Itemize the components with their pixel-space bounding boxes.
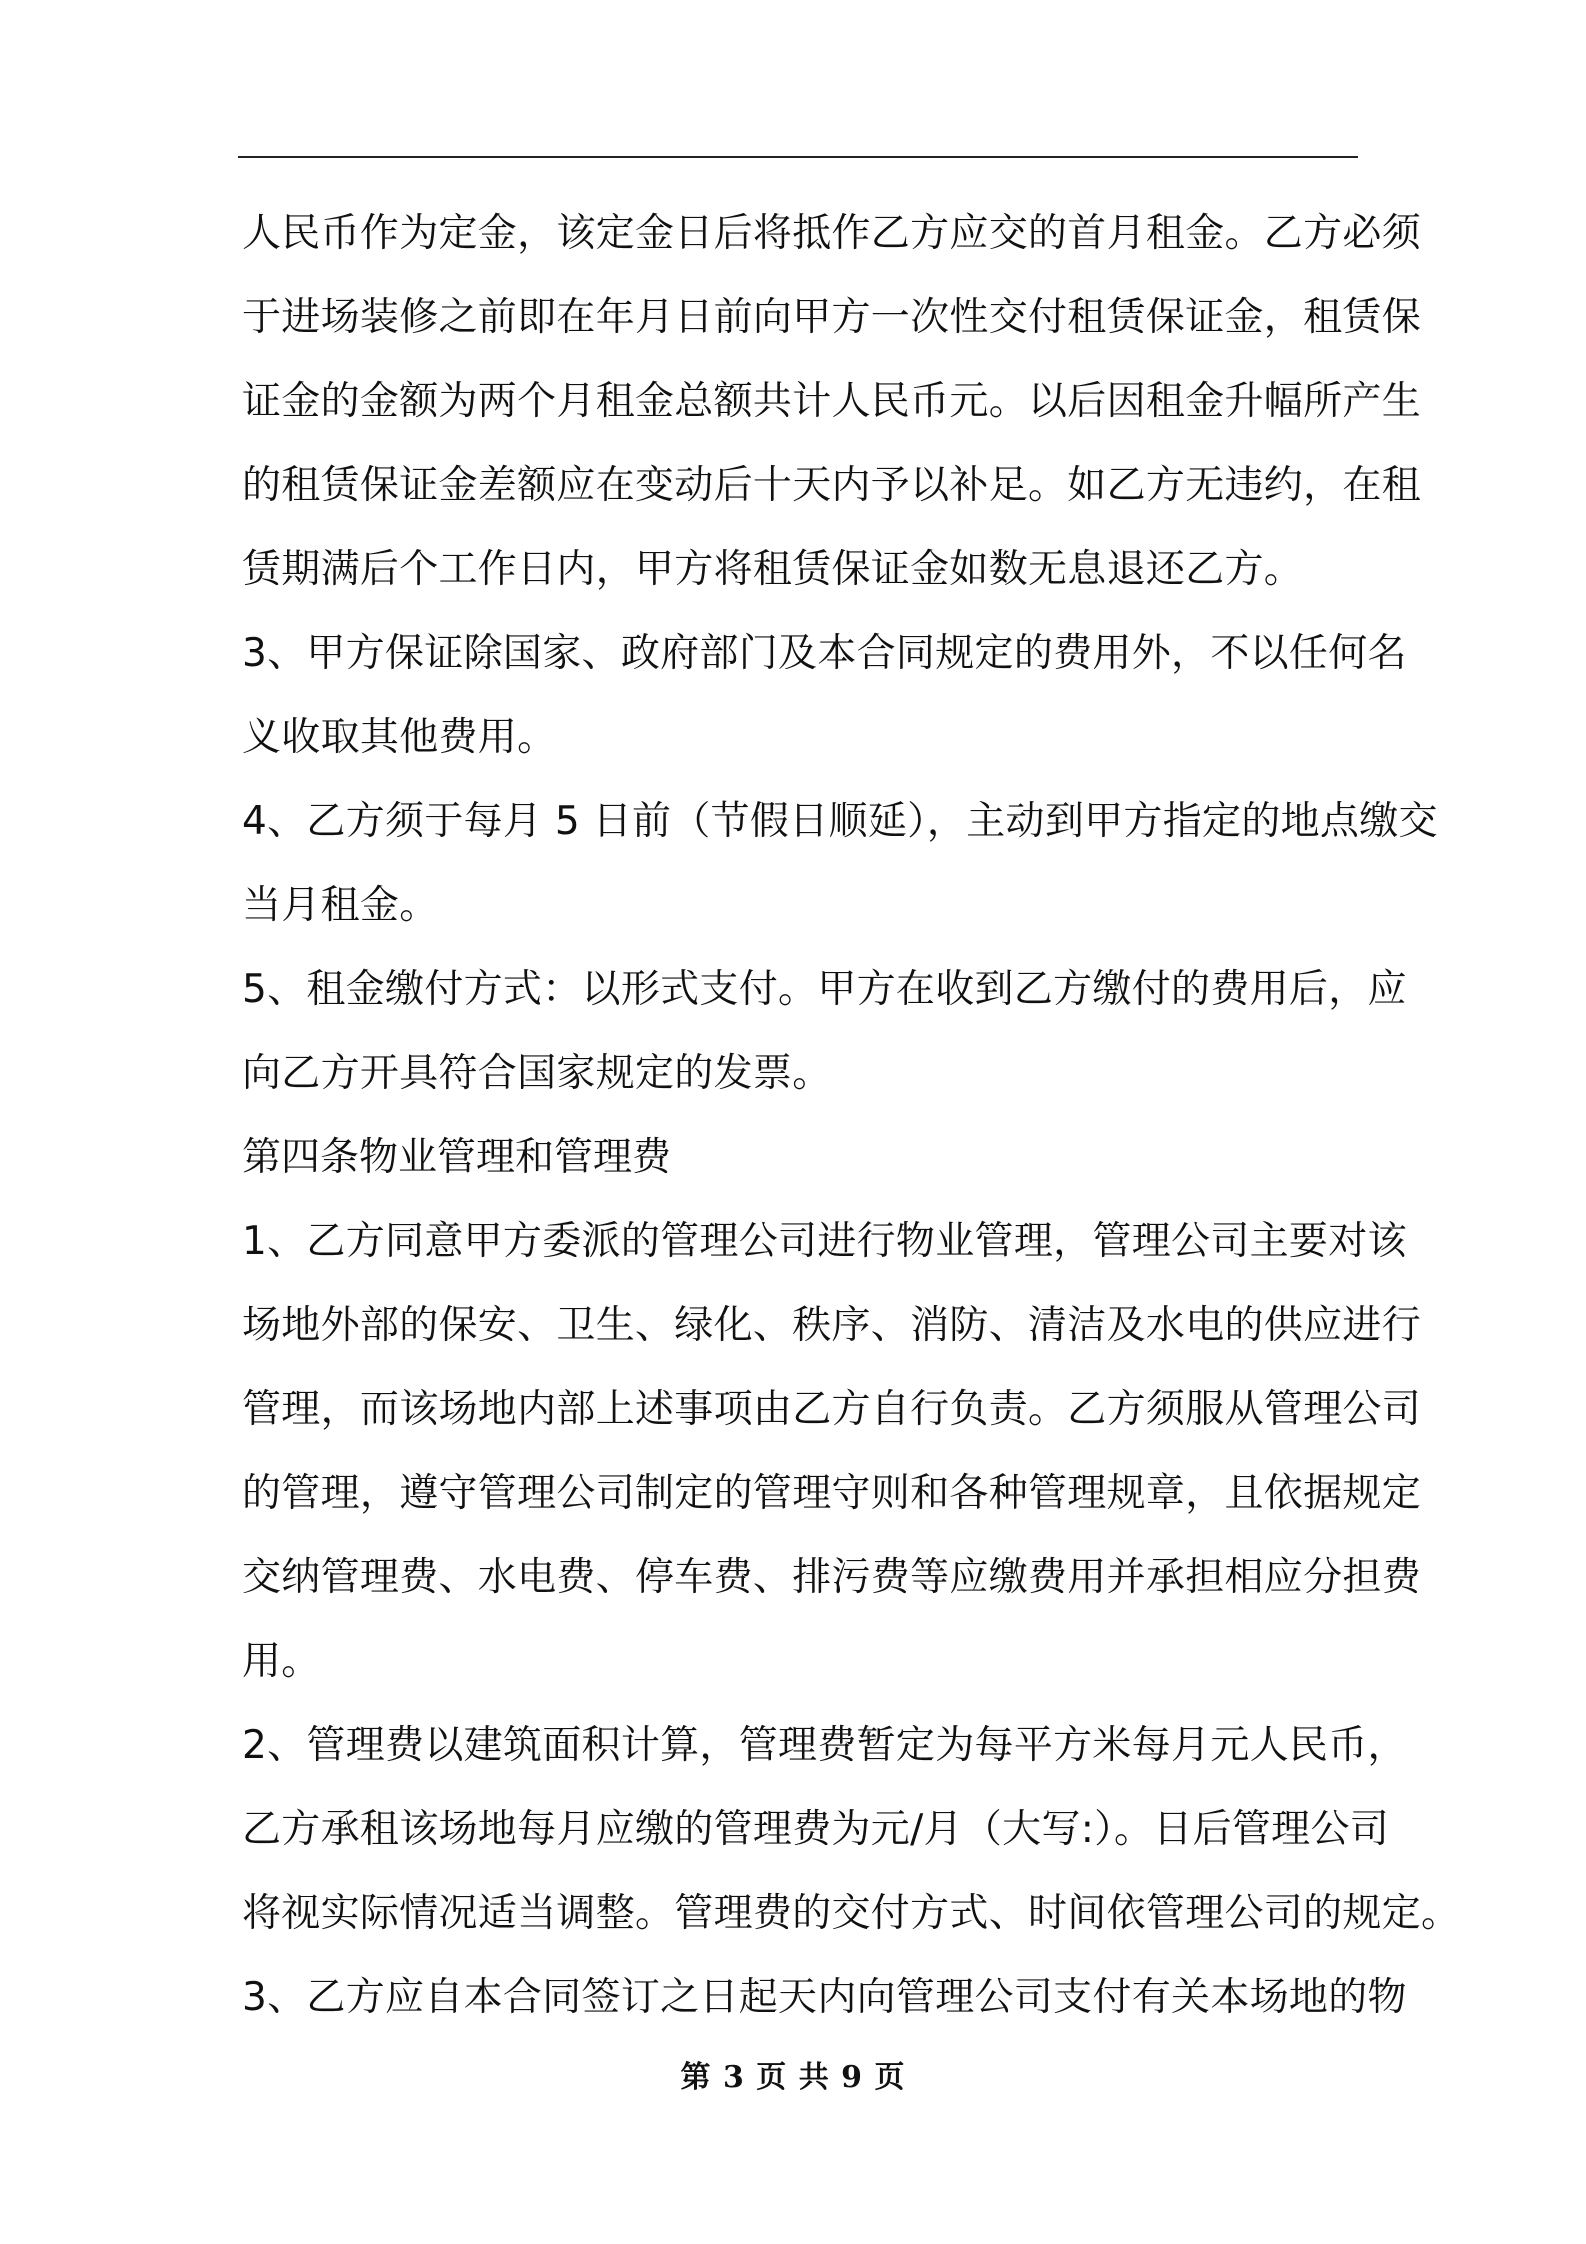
text-line: 义收取其他费用。 xyxy=(242,715,557,760)
clause-3b-line: 3、乙方应自本合同签订之日起天内向管理公司支付有关本场地的物 xyxy=(242,1975,1407,2020)
text-line: 交纳管理费、水电费、停车费、排污费等应缴费用并承担相应分担费 xyxy=(242,1555,1422,1600)
text-line: 场地外部的保安、卫生、绿化、秩序、消防、清洁及水电的供应进行 xyxy=(242,1303,1422,1348)
text-line: 将视实际情况适当调整。管理费的交付方式、时间依管理公司的规定。 xyxy=(242,1891,1461,1936)
text-line: 向乙方开具符合国家规定的发票。 xyxy=(242,1051,832,1096)
text-line: 人民币作为定金，该定金日后将抵作乙方应交的首月租金。乙方必须 xyxy=(242,211,1422,256)
text-line: 用。 xyxy=(242,1639,321,1684)
clause-4-line: 4、乙方须于每月 5 日前（节假日顺延），主动到甲方指定的地点缴交 xyxy=(242,799,1438,844)
text-line: 证金的金额为两个月租金总额共计人民币元。以后因租金升幅所产生 xyxy=(242,379,1422,424)
text-line: 管理，而该场地内部上述事项由乙方自行负责。乙方须服从管理公司 xyxy=(242,1387,1422,1432)
text-line: 的管理，遵守管理公司制定的管理守则和各种管理规章，且依据规定 xyxy=(242,1471,1422,1516)
document-body xyxy=(242,192,1461,2040)
text-line: 赁期满后个工作日内，甲方将租赁保证金如数无息退还乙方。 xyxy=(242,547,1304,592)
header-rule xyxy=(238,156,1358,158)
page-number: 第 3 页 共 9 页 xyxy=(680,2060,906,2095)
text-line: 乙方承租该场地每月应缴的管理费为元/月（大写:）。日后管理公司 xyxy=(242,1807,1390,1852)
clause-3-line: 3、甲方保证除国家、政府部门及本合同规定的费用外，不以任何名 xyxy=(242,631,1407,676)
text-line: 当月租金。 xyxy=(242,883,439,928)
clause-5-line: 5、租金缴付方式：以形式支付。甲方在收到乙方缴付的费用后，应 xyxy=(242,967,1407,1012)
section-heading: 第四条物业管理和管理费 xyxy=(242,1135,672,1180)
text-line: 的租赁保证金差额应在变动后十天内予以补足。如乙方无违约，在租 xyxy=(242,463,1422,508)
text-line: 于进场装修之前即在年月日前向甲方一次性交付租赁保证金，租赁保 xyxy=(242,295,1422,340)
clause-1-line: 1、乙方同意甲方委派的管理公司进行物业管理，管理公司主要对该 xyxy=(242,1219,1407,1264)
clause-2-line: 2、管理费以建筑面积计算，管理费暂定为每平方米每月元人民币， xyxy=(242,1723,1407,1768)
